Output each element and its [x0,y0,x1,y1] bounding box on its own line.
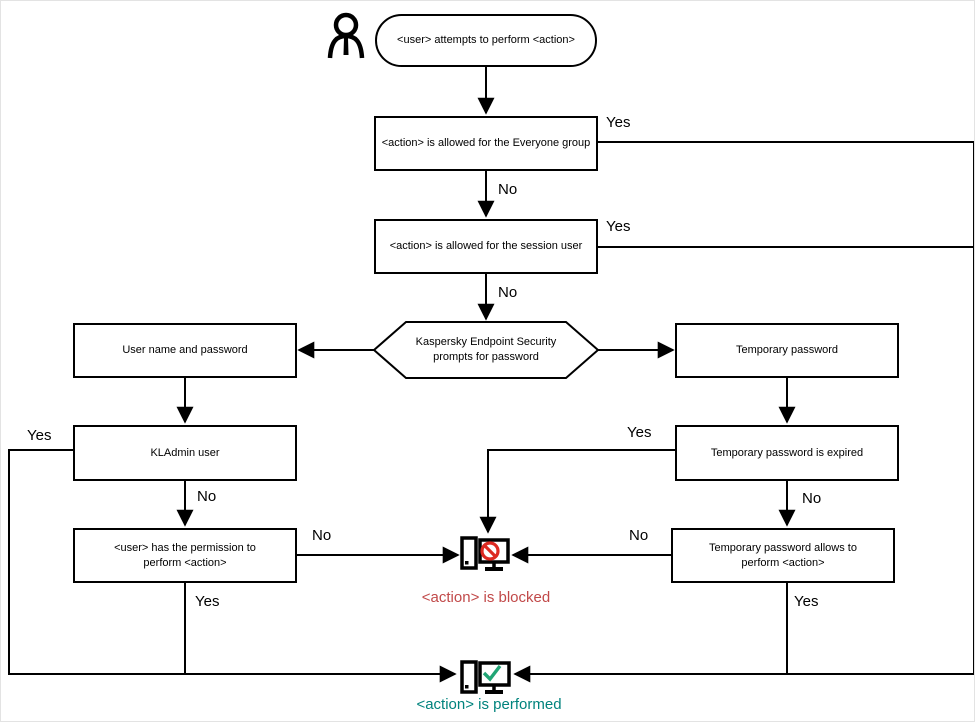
edge-label-session-no: No [498,284,518,301]
blocked-caption: <action> is blocked [421,589,551,606]
person-icon [330,15,362,58]
edge-expired-yes [488,450,675,532]
node-kladmin: KLAdmin user [73,425,297,481]
node-session-user: <action> is allowed for the session user [374,219,598,274]
edge-label-permission-no: No [312,527,332,544]
node-everyone-group: <action> is allowed for the Everyone group [374,116,598,171]
edge-label-everyone-yes: Yes [606,114,631,131]
node-start: <user> attempts to perform <action> [375,14,597,67]
edge-label-expired-no: No [802,490,822,507]
node-temp-allows: Temporary password allows to perform <action> [671,528,895,583]
edge-label-kladmin-yes: Yes [27,427,52,444]
edge-label-permission-yes: Yes [195,593,220,610]
performed-caption: <action> is performed [416,696,562,713]
blocked-computer-icon [462,538,508,569]
check-icon [484,666,500,679]
edge-label-session-yes: Yes [606,218,631,235]
node-temp-expired: Temporary password is expired [675,425,899,481]
node-user-permission: <user> has the permission to perform <action> [73,528,297,583]
edge-label-kladmin-no: No [197,488,217,505]
edge-label-allows-yes: Yes [794,593,819,610]
node-username-password: User name and password [73,323,297,378]
node-temporary-password: Temporary password [675,323,899,378]
edge-label-allows-no: No [629,527,649,544]
edge-label-expired-yes: Yes [627,424,652,441]
performed-computer-icon [462,662,509,692]
node-prompt-label: Kaspersky Endpoint Security prompts for password [415,336,557,363]
edge-label-everyone-no: No [498,181,518,198]
